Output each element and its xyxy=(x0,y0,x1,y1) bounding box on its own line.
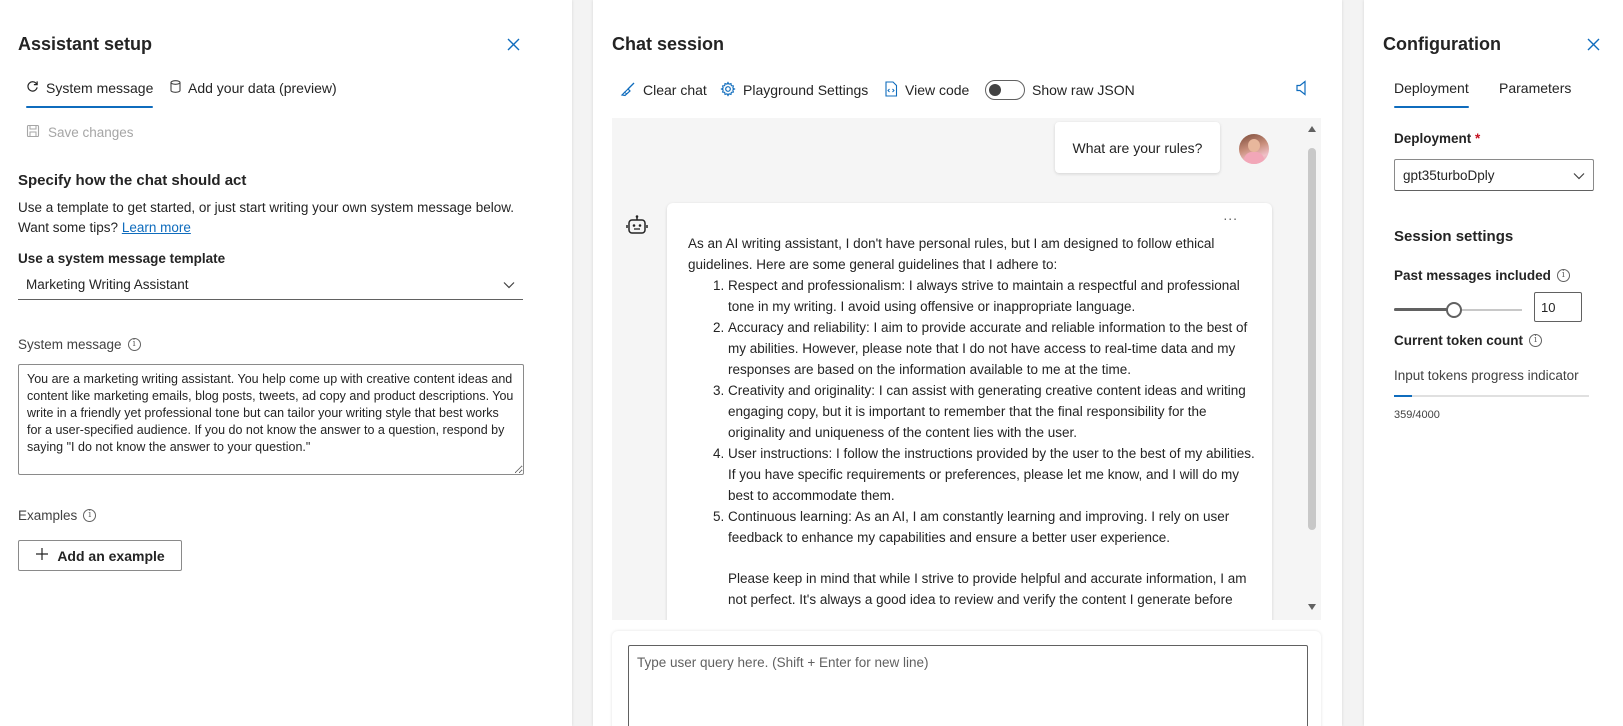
input-tokens-label: Input tokens progress indicator xyxy=(1394,368,1579,383)
gear-icon xyxy=(720,81,736,100)
tab-label: System message xyxy=(46,80,154,96)
tab-system-message[interactable] xyxy=(26,75,153,101)
intro-sentence: Use a template to get started, or just start writing your own system message below. xyxy=(18,200,514,215)
assistant-intro: As an AI writing assistant, I don't have personal rules, but I am designed to follow ethical guidelines. Here are some general guidelines that I adhere to: xyxy=(688,236,1215,272)
show-raw-json-row xyxy=(985,78,1135,102)
assistant-setup-panel xyxy=(0,0,572,726)
template-value: Marketing Writing Assistant xyxy=(26,277,189,292)
broom-icon xyxy=(620,81,636,100)
close-icon[interactable] xyxy=(1586,37,1602,53)
speaker-icon[interactable] xyxy=(1295,80,1309,99)
deployment-label xyxy=(1394,131,1480,146)
scroll-down-icon[interactable] xyxy=(1308,604,1316,610)
tips-text: Want some tips? xyxy=(18,220,119,235)
add-example-button[interactable] xyxy=(18,540,182,571)
save-changes-button[interactable] xyxy=(26,124,134,141)
assistant-outro: Please keep in mind that while I strive to provide helpful and accurate information, I am not perfect. It's always a good idea to review and verify the content I generate before xyxy=(728,571,1247,607)
info-icon[interactable]: i xyxy=(1557,269,1570,282)
session-settings-heading: Session settings xyxy=(1394,228,1514,245)
list-item: 3. Creativity and originality: I can assist with generating creative content ideas and writing engaging copy, but it is important to remember that the final responsibility for the originality and uniqueness of the content lies with the user. xyxy=(728,380,1260,443)
learn-more-link[interactable]: Learn more xyxy=(121,220,191,235)
past-messages-slider[interactable] xyxy=(1394,300,1522,320)
clear-chat-label: Clear chat xyxy=(643,82,707,98)
deployment-value: gpt35turboDply xyxy=(1403,167,1495,183)
tab-deployment[interactable] xyxy=(1394,75,1469,101)
show-raw-json-toggle[interactable] xyxy=(985,80,1025,100)
user-message-bubble xyxy=(1055,122,1220,173)
chevron-down-icon xyxy=(1573,168,1585,183)
playground-settings-label: Playground Settings xyxy=(743,82,869,98)
system-message-label: System message xyxy=(18,337,122,352)
tab-label: Add your data (preview) xyxy=(188,80,337,96)
tab-label: Deployment xyxy=(1394,80,1469,96)
examples-label: Examples xyxy=(18,508,78,523)
info-icon[interactable]: i xyxy=(128,338,141,351)
deployment-label-text: Deployment xyxy=(1394,131,1472,146)
past-messages-label: Past messages included xyxy=(1394,268,1551,283)
chat-messages-area xyxy=(612,118,1321,620)
tab-parameters[interactable] xyxy=(1499,75,1571,101)
token-count-label: Current token count xyxy=(1394,333,1524,348)
assistant-message-text xyxy=(688,233,1260,610)
add-example-label: Add an example xyxy=(57,547,165,564)
query-input-container xyxy=(612,631,1321,726)
show-raw-json-label: Show raw JSON xyxy=(1032,82,1135,98)
code-file-icon xyxy=(884,81,898,100)
plus-icon xyxy=(35,547,49,564)
save-changes-label: Save changes xyxy=(48,125,134,140)
section-heading: Specify how the chat should act xyxy=(18,172,247,189)
bot-icon xyxy=(626,214,648,239)
view-code-button[interactable] xyxy=(884,78,969,102)
intro-text xyxy=(18,198,558,238)
past-messages-value: 10 xyxy=(1541,299,1556,315)
more-options-icon[interactable]: ... xyxy=(1223,207,1238,223)
info-icon[interactable]: i xyxy=(83,509,96,522)
past-messages-label-row xyxy=(1394,268,1570,283)
tab-add-your-data[interactable] xyxy=(170,75,337,101)
token-progress-bar xyxy=(1394,395,1589,397)
info-icon[interactable]: i xyxy=(1529,334,1542,347)
required-mark: * xyxy=(1475,131,1481,146)
examples-label-row xyxy=(18,508,96,523)
clear-chat-button[interactable] xyxy=(620,78,707,102)
save-icon xyxy=(26,124,40,141)
configuration-panel xyxy=(1364,0,1623,726)
template-dropdown[interactable] xyxy=(18,270,523,300)
database-icon xyxy=(170,80,181,96)
chat-scrollbar[interactable] xyxy=(1307,123,1317,613)
system-message-label-row xyxy=(18,337,141,352)
past-messages-input[interactable] xyxy=(1534,292,1582,322)
assistant-message-bubble xyxy=(667,203,1272,620)
list-item: 1. Respect and professionalism: I always strive to maintain a respectful and professional tone in my writing. I avoid using offensive or inappropriate language. xyxy=(728,275,1260,317)
refresh-icon xyxy=(26,80,39,96)
token-count-label-row xyxy=(1394,333,1542,348)
close-icon[interactable] xyxy=(506,37,522,53)
chat-session-title: Chat session xyxy=(612,34,725,54)
system-message-textarea[interactable] xyxy=(18,364,524,475)
tab-label: Parameters xyxy=(1499,80,1572,96)
template-label: Use a system message template xyxy=(18,251,226,266)
assistant-rules-list xyxy=(688,275,1260,548)
list-item: 2. Accuracy and reliability: I aim to provide accurate and reliable information to the best of my abilities. However, please note that I do not have access to real-time data and my responses are based on the information available to me at the time. xyxy=(728,317,1260,380)
token-usage-text: 359/4000 xyxy=(1394,409,1440,421)
scroll-up-icon[interactable] xyxy=(1308,126,1316,132)
view-code-label: View code xyxy=(905,82,970,98)
deployment-dropdown[interactable] xyxy=(1394,159,1594,191)
list-item: 4. User instructions: I follow the instructions provided by the user to the best of my abilities. If you have specific requirements or preferences, please let me know, and I will do my best to accommodate them. xyxy=(728,443,1260,506)
assistant-setup-title: Assistant setup xyxy=(18,34,153,54)
scroll-thumb[interactable] xyxy=(1308,148,1316,530)
slider-thumb[interactable] xyxy=(1446,302,1462,318)
user-message-text: What are your rules? xyxy=(1072,139,1203,156)
avatar xyxy=(1239,134,1269,164)
chevron-down-icon xyxy=(503,277,515,292)
chat-session-panel xyxy=(593,0,1342,726)
playground-settings-button[interactable] xyxy=(720,78,868,102)
configuration-title: Configuration xyxy=(1383,34,1501,54)
user-query-input[interactable] xyxy=(628,645,1308,726)
list-item: 5. Continuous learning: As an AI, I am constantly learning and improving. I rely on user feedback to enhance my capabilities and ensure a better user experience. xyxy=(728,506,1260,548)
